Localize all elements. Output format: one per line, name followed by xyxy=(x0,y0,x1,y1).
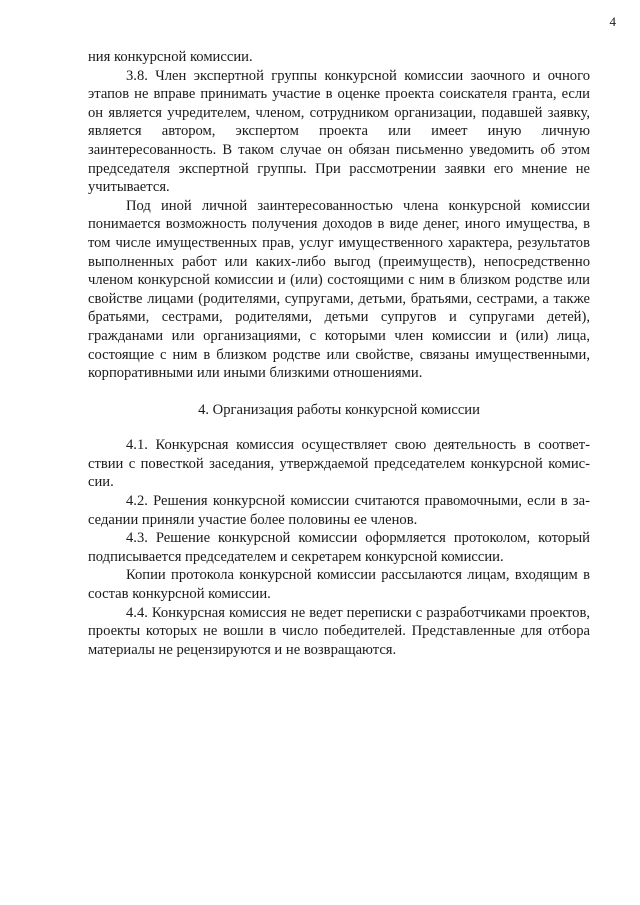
paragraph-4-1: 4.1. Конкурсная комиссия осуществляет свою деятельность в соответствии с повесткой заседания, утверждаемой председателем конкурсной комиссии. xyxy=(88,437,590,491)
document-body xyxy=(88,48,590,659)
paragraph-4-2: 4.2. Решения конкурсной комиссии считаются правомочными, если в заседании приняли участие более половины ее членов. xyxy=(88,493,590,528)
paragraph-4-4: 4.4. Конкурсная комиссия не ведет переписки с разработчиками проектов, проекты которых не вошли в число победителей. Представленные для отбора материалы не рецензируются и не возвращаются. xyxy=(88,604,590,658)
paragraph-3-8: 3.8. Член экспертной группы конкурсной комиссии заочного и очного этапов не вправе принимать участие в оценке проекта соискателя гранта, если он является учредителем, членом, сотрудником организации, подавшей заявку, является автором, экспертом проекта или имеет иную личную заинтересованность. В таком случае он обязан письменно уведомить об этом председателя экспертной группы. При рассмотрении заявки его мнение не учитывается. xyxy=(88,67,590,196)
page-number: 4 xyxy=(609,14,616,29)
section-heading: 4. Организация работы конкурсной комиссии xyxy=(198,401,480,418)
paragraph-protocol-copies: Копии протокола конкурсной комиссии рассылаются лицам, входящим в состав конкурсной комиссии. xyxy=(88,567,590,603)
paragraph-personal-interest: Под иной личной заинтересованностью члена конкурсной комиссии понимается возможность получения доходов в виде денег, иного имущества, в том числе имущественных прав, услуг имущественного характера, результатов выполненных работ или каких-либо выгод (преимуществ), непосредственно членом конкурсной комиссии и (или) состоящими с ним в близком родстве или свойстве лицами (родителями, супругами, детьми, братьями, сестрами, а также братьями, сестрами, родителями, детьми супругов и супругами детей), гражданами или организациями, с которыми член комиссии и (или) лица, состоящие с ним в близком родстве или свойстве, связаны имущественными, корпоративными или иными близкими отношениями. xyxy=(88,197,590,382)
paragraph-4-3: 4.3. Решение конкурсной комиссии оформляется протоколом, который подписывается председателем и секретарем конкурсной комиссии. xyxy=(88,530,590,565)
paragraph-continuation: ния конкурсной комиссии. xyxy=(88,49,253,65)
